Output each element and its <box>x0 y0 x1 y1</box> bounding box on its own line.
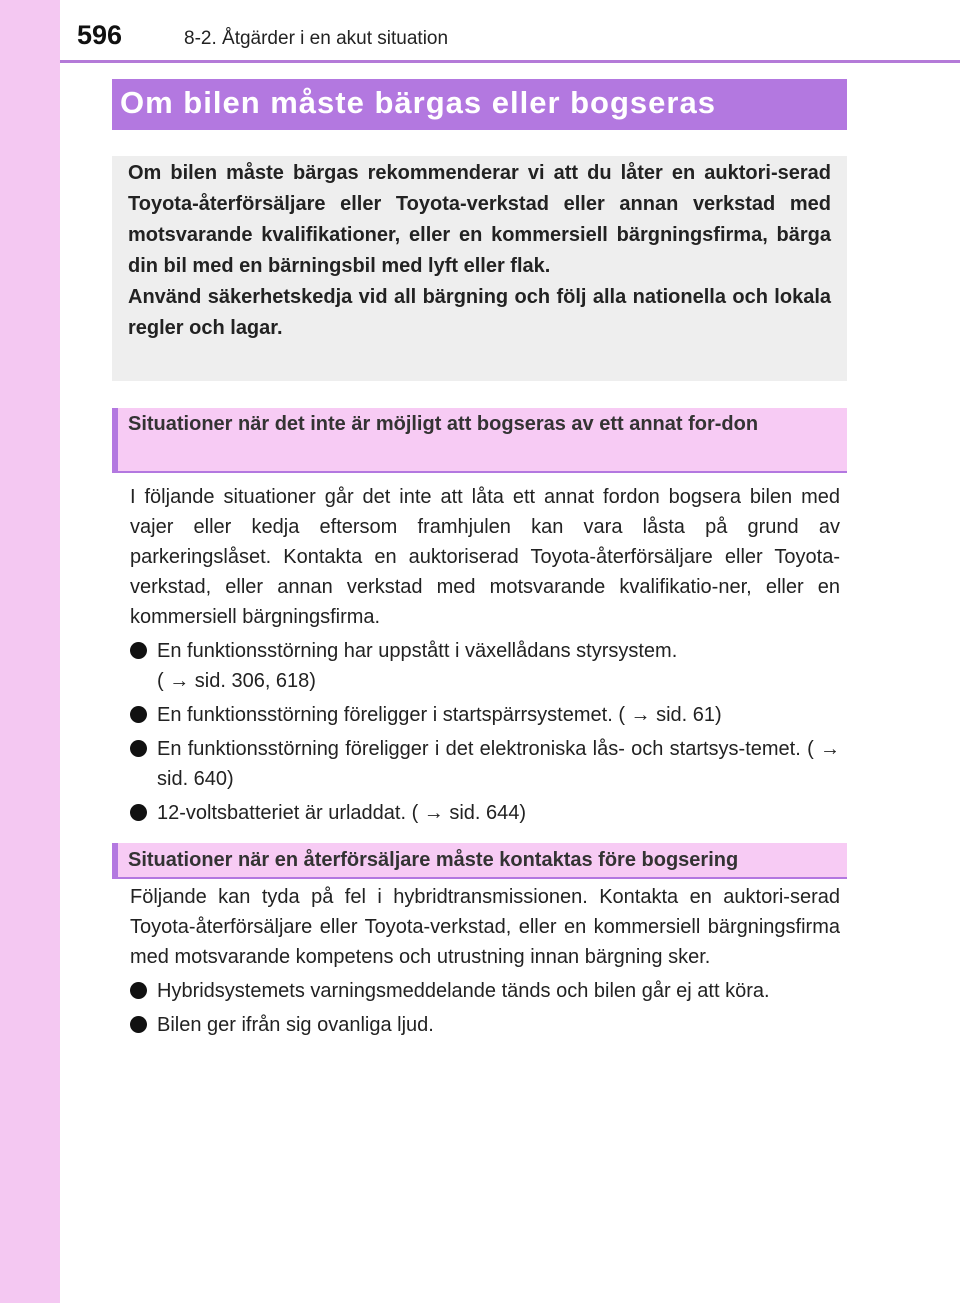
list-item-text: 12-voltsbatteriet är urladdat. <box>157 802 407 824</box>
intro-paragraph: Använd säkerhetskedja vid all bärgning och följ alla nationella och lokala regler och lagar. <box>128 286 831 339</box>
intro-paragraph: Om bilen måste bärgas rekommenderar vi att du låter en auktori-serad Toyota-återförsäljare eller Toyota-verkstad eller annan verkstad med motsvarande kvalifikationer, eller en kommersiell bärgningsfirma, bärga din bil med en bärningsbil med lyft eller flak. <box>128 162 831 277</box>
list-item-text: Bilen ger ifrån sig ovanliga ljud. <box>157 1014 434 1036</box>
intro-box <box>112 156 847 381</box>
bullet-icon <box>130 804 147 821</box>
subsection-heading <box>112 408 847 473</box>
list-item-text: En funktionsstörning har uppstått i växellådans styrsystem. <box>157 640 678 662</box>
list-item <box>130 1010 840 1040</box>
header-divider <box>60 60 960 63</box>
page-reference: ( → sid. 640) <box>157 738 840 790</box>
subsection-heading-text: Situationer när en återförsäljare måste kontaktas före bogsering <box>128 849 739 871</box>
list-item <box>130 798 840 828</box>
bullet-icon <box>130 1016 147 1033</box>
page-reference: ( → sid. 644) <box>411 802 527 824</box>
section1-body <box>130 482 840 828</box>
section-title-banner <box>112 79 847 130</box>
list-item-text: En funktionsstörning föreligger i startspärrsystemet. <box>157 704 613 726</box>
section-title: Om bilen måste bärgas eller bogseras <box>120 85 716 120</box>
page-reference: ( → sid. 61) <box>618 704 722 726</box>
body-paragraph: Följande kan tyda på fel i hybridtransmissionen. Kontakta en auktori-serad Toyota-återförsäljare eller Toyota-verkstad, eller en kommersiell bärgningsfirma med motsvarande kompetens och utrustning innan bärgning sker. <box>130 886 840 968</box>
left-margin-strip <box>0 0 60 1303</box>
list-item <box>130 636 840 696</box>
page-reference: ( → sid. 306, 618) <box>157 670 316 692</box>
list-item-text: Hybridsystemets varningsmeddelande tänds och bilen går ej att köra. <box>157 980 770 1002</box>
body-paragraph: I följande situationer går det inte att låta ett annat fordon bogsera bilen med vajer eller kedja eftersom framhjulen kan vara låsta på grund av parkeringslåset. Kontakta en auktoriserad Toyota-återförsäljare eller Toyota-verkstad, eller annan verkstad med motsvarande kvalifikatio-ner, eller en kommersiell bärgningsfirma. <box>130 486 840 628</box>
page-number: 596 <box>77 20 123 50</box>
section2-body <box>130 882 840 1040</box>
subsection-heading-text: Situationer när det inte är möjligt att bogseras av ett annat for-don <box>128 413 759 435</box>
list-item-text: En funktionsstörning föreligger i det elektroniska lås- och startsys-temet. <box>157 738 801 760</box>
bullet-icon <box>130 706 147 723</box>
bullet-icon <box>130 740 147 757</box>
bullet-icon <box>130 642 147 659</box>
list-item <box>130 976 840 1006</box>
chapter-title: 8-2. Åtgärder i en akut situation <box>184 28 449 49</box>
list-item <box>130 734 840 794</box>
list-item <box>130 700 840 730</box>
bullet-icon <box>130 982 147 999</box>
subsection-heading <box>112 843 847 879</box>
